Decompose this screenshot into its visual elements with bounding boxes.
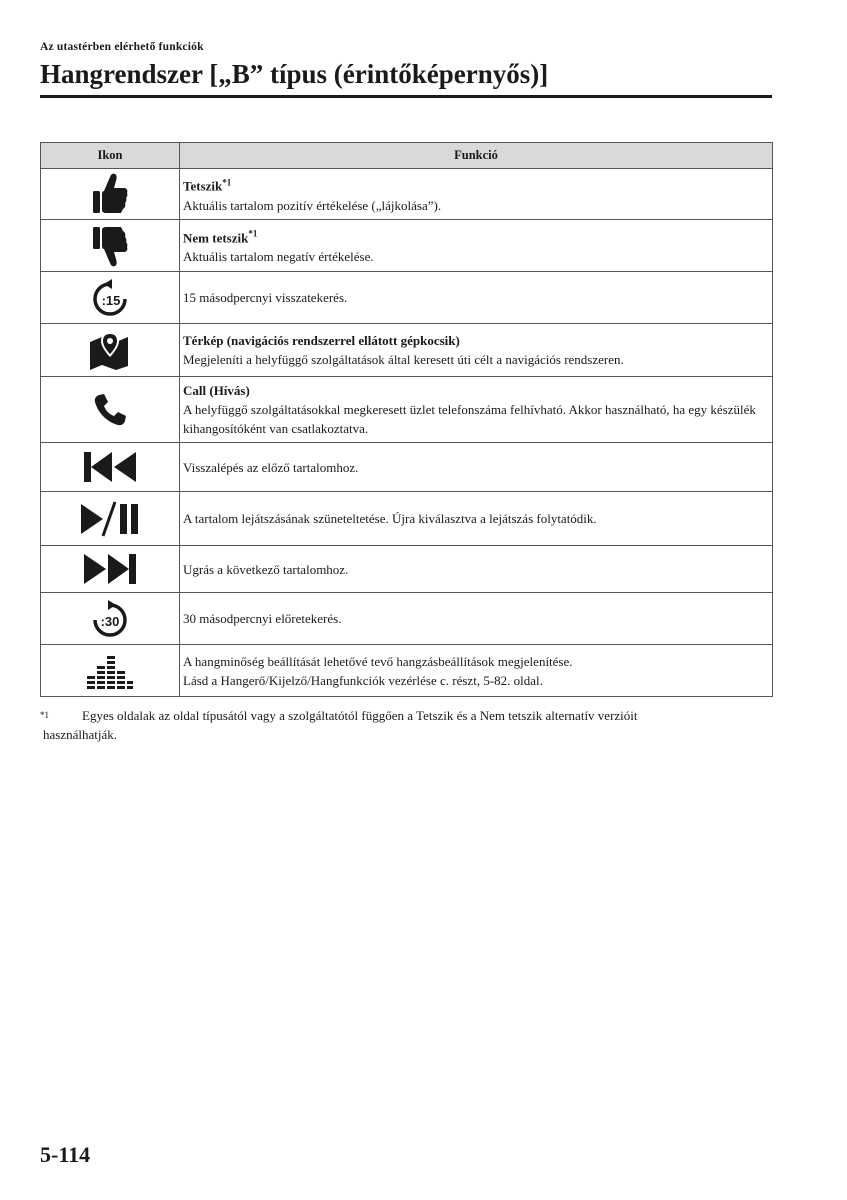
table-row: [41, 272, 773, 324]
icon-cell: [41, 593, 180, 645]
item-description: Ugrás a következő tartalomhoz.: [183, 561, 349, 577]
footnote: [40, 706, 772, 744]
function-cell: [180, 443, 773, 492]
icon-cell: [41, 492, 180, 546]
forward-30-label: :30: [100, 613, 120, 629]
function-cell: [180, 377, 773, 443]
map-pin-icon: [88, 330, 132, 370]
item-description: Megjeleníti a helyfüggő szolgáltatások által keresett úti célt a navigációs rendszeren.: [183, 352, 624, 367]
column-header-icon: Ikon: [41, 143, 180, 169]
table-row: [41, 377, 773, 443]
table-row: [41, 220, 773, 272]
item-description: A tartalom lejátszásának szüneteltetése. Újra kiválasztva a lejátszás folytatódik.: [183, 511, 597, 526]
section-label: Az utastérben elérhető funkciók: [40, 41, 204, 53]
function-cell: [180, 492, 773, 546]
table-header-row: [41, 143, 773, 169]
previous-track-icon: [82, 450, 138, 484]
phone-icon: [92, 392, 128, 428]
footnote-ref: *1: [222, 177, 232, 188]
item-description: Aktuális tartalom pozitív értékelése („lájkolása”).: [183, 197, 442, 213]
thumbs-down-icon: [90, 224, 130, 268]
icon-cell: [41, 377, 180, 443]
title-rule: [40, 95, 772, 98]
icon-cell: [41, 272, 180, 324]
item-description-reference: Lásd a Hangerő/Kijelző/Hangfunkciók vezérlése c. részt, 5-82. oldal.: [183, 672, 543, 688]
table-row: [41, 324, 773, 377]
footnote-text: Egyes oldalak az oldal típusától vagy a szolgáltatótól függően a Tetszik és a Nem tetszik alternatív verzióit: [82, 708, 638, 723]
footnote-text-continued: használhatják.: [43, 727, 117, 742]
item-description: A hangminőség beállítását lehetővé tevő hangzásbeállítások megjelenítése.: [183, 653, 573, 669]
function-cell: [180, 220, 773, 272]
icon-cell: [41, 169, 180, 220]
item-description: Aktuális tartalom negatív értékelése.: [183, 249, 374, 265]
icon-cell: [41, 546, 180, 593]
function-cell: [180, 593, 773, 645]
item-description: A helyfüggő szolgáltatásokkal megkeresett üzlet telefonszáma felhívható. Akkor használható, ha egy készülék kihangosítóként van csatlakoztatva.: [183, 402, 756, 436]
table-row: [41, 169, 773, 220]
replay-15-icon: [90, 278, 130, 318]
page-number: 5-114: [40, 1142, 91, 1167]
function-cell: [180, 169, 773, 220]
table-row: [41, 443, 773, 492]
page-title: Hangrendszer [„B” típus (érintőképernyős)]: [40, 59, 549, 89]
table-row: [41, 593, 773, 645]
item-title: Tetszik: [183, 178, 223, 194]
footnote-ref: *1: [248, 228, 258, 239]
function-cell: [180, 645, 773, 697]
icon-cell: [41, 645, 180, 697]
icon-cell: [41, 220, 180, 272]
function-cell: [180, 272, 773, 324]
table-row: [41, 546, 773, 593]
item-description: 30 másodpercnyi előretekerés.: [183, 611, 342, 626]
item-description: Visszalépés az előző tartalomhoz.: [183, 459, 359, 475]
function-cell: [180, 324, 773, 377]
icon-cell: [41, 324, 180, 377]
item-title: Nem tetszik: [183, 230, 249, 246]
item-description: 15 másodpercnyi visszatekerés.: [183, 290, 348, 305]
forward-30-icon: [90, 599, 130, 639]
next-track-icon: [82, 552, 138, 586]
table-row: [41, 492, 773, 546]
replay-15-label: :15: [101, 292, 121, 308]
thumbs-up-icon: [90, 172, 130, 216]
function-cell: [180, 546, 773, 593]
equalizer-icon: [85, 651, 135, 691]
column-header-function: Funkció: [180, 143, 773, 169]
item-title: Térkép (navigációs rendszerrel ellátott gépkocsik): [183, 333, 460, 348]
play-pause-icon: [79, 500, 141, 538]
function-table: [40, 142, 773, 697]
icon-cell: [41, 443, 180, 492]
item-title: Call (Hívás): [183, 383, 250, 398]
table-row: [41, 645, 773, 697]
footnote-mark: *1: [40, 710, 49, 720]
